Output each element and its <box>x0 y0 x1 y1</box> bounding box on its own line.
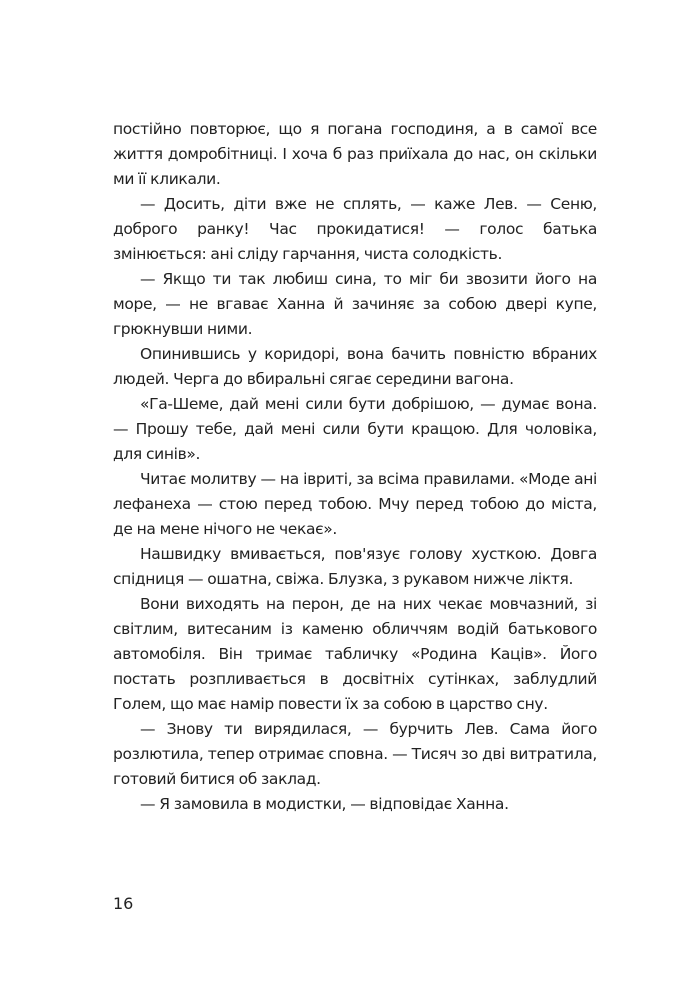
paragraph: «Га-Шеме, дай мені сили бути добрішою, — думає вона. — Прошу тебе, дай мені сили бути кращою. Для чоловіка, для синів». <box>113 395 597 463</box>
paragraph: Вони виходять на перон, де на них чекає мовчазний, зі світлим, витесаним із каменю обличчям водій батькового автомобіля. Він тримає табличку «Родина Каців». Його постать розпливається в досвітніх сутінках, заблудлий Голем, що має намір повести їх за собою в царство сну. <box>113 595 597 713</box>
body-text <box>113 117 597 817</box>
paragraph: — Я замовила в модистки, — відповідає Ханна. <box>140 795 509 813</box>
paragraph: — Досить, діти вже не сплять, — каже Лев. — Сеню, доброго ранку! Час прокидатися! — голос батька змінюється: ані сліду гарчання, чиста солодкість. <box>113 195 597 263</box>
paragraph: Нашвидку вмивається, пов'язує голову хусткою. Довга спідниця — ошатна, свіжа. Блузка, з рукавом нижче ліктя. <box>113 545 597 588</box>
paragraph: постійно повторює, що я погана господиня, а в самої все життя домробітниці. І хоча б раз приїхала до нас, он скільки ми її кликали. <box>113 120 597 188</box>
paragraph: Опинившись у коридорі, вона бачить повністю вбраних людей. Черга до вбиральні сягає середини вагона. <box>113 345 597 388</box>
page-number: 16 <box>113 894 134 913</box>
paragraph: — Якщо ти так любиш сина, то міг би звозити його на море, — не вгаває Ханна й зачиняє за собою двері купе, грюкнувши ними. <box>113 270 597 338</box>
paragraph: — Знову ти вирядилася, — бурчить Лев. Сама його розлютила, тепер отримає сповна. — Тисяч зо дві витратила, готовий битися об заклад. <box>113 720 597 788</box>
paragraph: Читає молитву — на івриті, за всіма правилами. «Моде ані лефанеха — стою перед тобою. Мчу перед тобою до міста, де на мене нічого не чекає». <box>113 470 597 538</box>
